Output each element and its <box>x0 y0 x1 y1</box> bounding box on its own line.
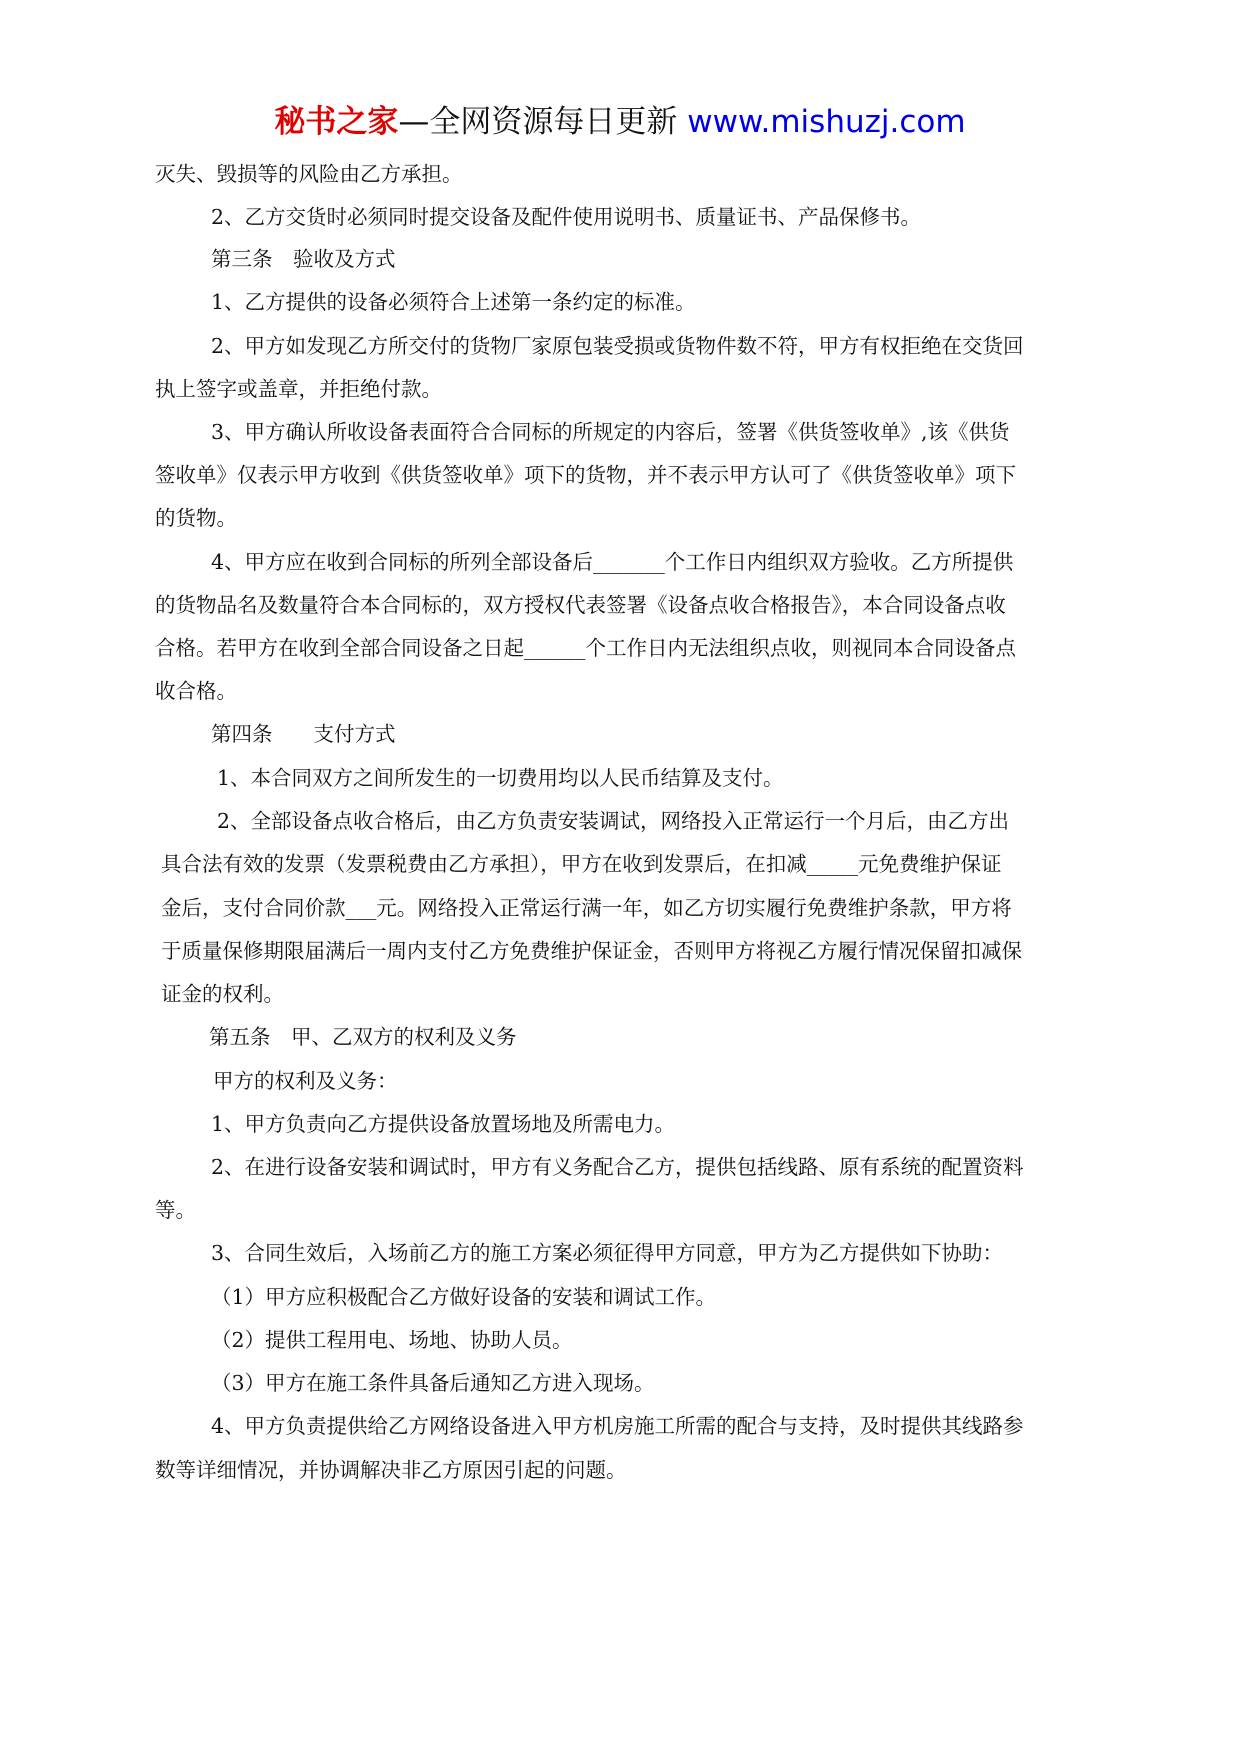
text-line: 甲方的权利及义务： <box>213 1069 398 1093</box>
text-line: 4、甲方负责提供给乙方网络设备进入甲方机房施工所需的配合与支持，及时提供其线路参 <box>211 1414 1024 1438</box>
section-heading: 第三条 验收及方式 <box>211 247 396 271</box>
text-line: 2、在进行设备安装和调试时，甲方有义务配合乙方，提供包括线路、原有系统的配置资料 <box>211 1155 1024 1179</box>
text-line: 数等详细情况，并协调解决非乙方原因引起的问题。 <box>155 1458 627 1482</box>
text-line: 2、全部设备点收合格后，由乙方负责安装调试，网络投入正常运行一个月后，由乙方出 <box>217 809 1010 833</box>
text-line: （1）甲方应积极配合乙方做好设备的安装和调试工作。 <box>211 1285 717 1309</box>
text-line: 的货物品名及数量符合本合同标的，双方授权代表签署《设备点收合格报告》，本合同设备点收 <box>155 593 1006 617</box>
text-line: 灭失、毁损等的风险由乙方承担。 <box>155 162 463 186</box>
fill-in-blank: _____ <box>806 852 858 876</box>
header-tagline: —全网资源每日更新 <box>398 104 688 140</box>
brand-name: 秘书之家 <box>274 104 399 140</box>
text-line: 的货物。 <box>155 506 237 530</box>
text-line: 签收单》仅表示甲方收到《供货签收单》项下的货物，并不表示甲方认可了《供货签收单》项下 <box>155 463 1016 487</box>
text-line: 2、乙方交货时必须同时提交设备及配件使用说明书、质量证书、产品保修书。 <box>211 205 922 229</box>
text-line: 于质量保修期限届满后一周内支付乙方免费维护保证金，否则甲方将视乙方履行情况保留扣减保 <box>161 939 1022 963</box>
section-heading: 第四条 支付方式 <box>211 722 396 746</box>
text-line: 1、乙方提供的设备必须符合上述第一条约定的标准。 <box>211 290 696 314</box>
text-line: （3）甲方在施工条件具备后通知乙方进入现场。 <box>211 1371 655 1395</box>
page-header <box>0 102 1240 142</box>
text-line: 具合法有效的发票（发票税费由乙方承担），甲方在收到发票后，在扣减_____元免费维护保证 <box>161 852 1002 876</box>
header-url-link[interactable]: www.mishuzj.com <box>687 104 966 140</box>
text-line: （2）提供工程用电、场地、协助人员。 <box>211 1328 573 1352</box>
fill-in-blank: ___ <box>345 896 377 920</box>
text-line: 1、甲方负责向乙方提供设备放置场地及所需电力。 <box>211 1112 676 1136</box>
section-heading: 第五条 甲、乙双方的权利及义务 <box>209 1025 517 1049</box>
text-line: 合格。若甲方在收到全部合同设备之日起______个工作日内无法组织点收，则视同本合同设备点 <box>155 636 1016 660</box>
text-line: 等。 <box>155 1198 196 1222</box>
fill-in-blank: ______ <box>524 636 586 660</box>
text-line: 收合格。 <box>155 679 237 703</box>
text-line: 3、甲方确认所收设备表面符合合同标的所规定的内容后，签署《供货签收单》,该《供货 <box>211 420 1010 444</box>
text-line: 4、甲方应在收到合同标的所列全部设备后_______个工作日内组织双方验收。乙方所提供 <box>211 550 1014 574</box>
text-line: 证金的权利。 <box>161 982 284 1006</box>
text-line: 1、本合同双方之间所发生的一切费用均以人民币结算及支付。 <box>217 766 784 790</box>
fill-in-blank: _______ <box>593 550 665 574</box>
text-line: 3、合同生效后，入场前乙方的施工方案必须征得甲方同意，甲方为乙方提供如下协助： <box>211 1241 1004 1265</box>
text-line: 金后，支付合同价款___元。网络投入正常运行满一年，如乙方切实履行免费维护条款，甲方将 <box>161 896 1012 920</box>
text-line: 2、甲方如发现乙方所交付的货物厂家原包装受损或货物件数不符，甲方有权拒绝在交货回 <box>211 334 1024 358</box>
text-line: 执上签字或盖章，并拒绝付款。 <box>155 377 442 401</box>
